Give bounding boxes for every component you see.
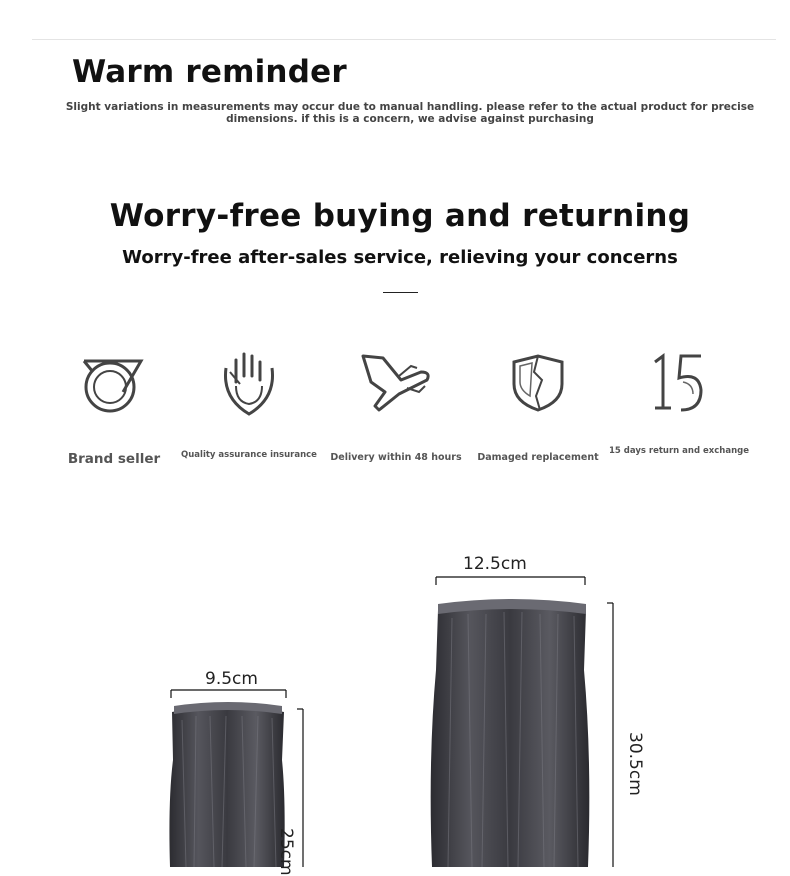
small-vase-width-bracket bbox=[171, 690, 286, 698]
small-vase-width-label: 9.5cm bbox=[205, 669, 258, 689]
large-vase-image bbox=[431, 599, 590, 867]
small-vase-height-bracket bbox=[297, 709, 303, 867]
warm-reminder-text: Slight variations in measurements may occur due to manual handling. please refer to the actual product for precise dimensions. if this is a concern, we advise against purchasing bbox=[65, 101, 755, 125]
small-vase-image bbox=[169, 702, 284, 867]
feature-label: Brand seller bbox=[67, 451, 161, 467]
warm-reminder-title: Warm reminder bbox=[72, 54, 347, 90]
large-vase-width-label: 12.5cm bbox=[463, 554, 527, 574]
feature-label: 15 days return and exchange bbox=[609, 446, 749, 456]
feature-label: Quality assurance insurance bbox=[181, 450, 317, 460]
large-vase-height-bracket bbox=[607, 603, 613, 867]
service-subtitle: Worry-free after-sales service, relieving your concerns bbox=[122, 247, 678, 268]
feature-label: Delivery within 48 hours bbox=[330, 452, 462, 463]
large-vase-width-bracket bbox=[436, 577, 585, 585]
service-title: Worry-free buying and returning bbox=[109, 198, 691, 234]
feature-label: Damaged replacement bbox=[477, 452, 599, 463]
large-vase-height-label: 30.5cm bbox=[625, 732, 645, 796]
small-vase-height-label: 25cm bbox=[276, 828, 296, 876]
